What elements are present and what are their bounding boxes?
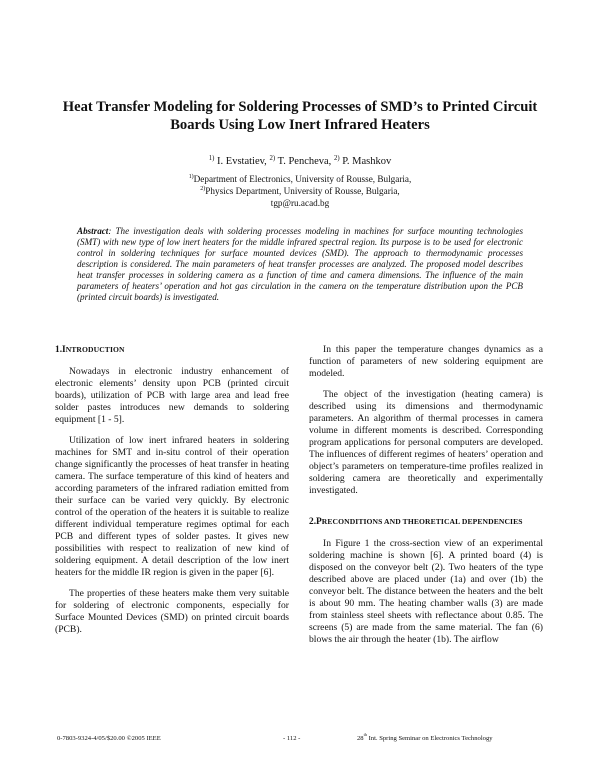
author-mark: 2) [333,155,340,162]
author-line [60,155,540,168]
author-name: T. Pencheva, [277,156,334,167]
author-name: P. Mashkov [342,156,392,167]
paragraph: Utilization of low inert infrared heaters in soldering machines for SMT and in-situ control of their operation change significantly the processes of heat transfer in heating camera. The surface temperature of this kind of heaters and according parameters of the infrared radiation emitted from their surface can be varied very quickly. By electronic control of the operation of the heaters it is suitable to realize different individual temperature regimes optimal for each PCB and different types of solder pastes. It gives new possibilities with respect to realization of new kind of soldering equipment. A detail description of the low inert heaters for the middle IR region is given in the paper [6]. [55,435,289,578]
abstract [77,226,523,303]
section-heading-preconditions: 2.PRECONDITIONS AND THEORETICAL DEPENDENCIES [309,517,523,527]
abstract-label: Abstract [77,226,109,236]
paragraph: Nowadays in electronic industry enhancement of electronic elements’ density upon PCB (printed circuit boards), utilization of PCB with large area and lead free solder pastes introduces new demands to soldering equipment [1 - 5]. [55,366,289,425]
paper-title: Heat Transfer Modeling for Soldering Processes of SMD’s to Printed Circuit Boards Using Low Inert Infrared Heaters [62,99,538,133]
affiliations [60,173,540,209]
author-mark: 2) [269,155,276,162]
right-column [309,344,543,655]
abstract-text: : The investigation deals with soldering processes modeling in machines for surface mounting technologies (SMT) with new type of low inert heaters for the middle infrared spectral region. Its purpose is to be used for electronic control in soldering techniques for surface mounted devices (SMD). The approach to thermodynamic processes description is considered. The main parameters of heat transfer processes are analyzed. The proposed model describes heat transfer processes in soldering camera as a function of time and camera dimensions. The influence of the main parameters of heaters’ operation and hot gas circulation in the camera on the temperature distribution upon the PCB (printed circuit boards) is investigated. [77,226,523,302]
paragraph: In Figure 1 the cross-section view of an experimental soldering machine is shown [6]. A printed board (4) is disposed on the conveyor belt (2). Two heaters of the type described above are placed under (1a) and over (1b) the conveyor belt. The distance between the heaters and the belt is about 90 mm. The heating chamber walls (3) are made from stainless steel sheets with reflectance about 0.85. The screens (5) are made from the same material. The fan (6) blows the air through the heater (1b). The airflow [309,538,543,645]
affiliation-line: $^{1)}$Department of Electronics, University of Rousse, Bulgaria, [188,174,412,184]
affiliation-line: $^{2)}$Physics Department, University of Rousse, Bulgaria, [200,186,400,196]
footer-conference: 28th Int. Spring Seminar on Electronics Technology [357,732,493,742]
section-heading-introduction: 1.INTRODUCTION [55,345,125,355]
page-number: - 112 - [283,735,301,742]
paragraph: The properties of these heaters make them very suitable for soldering of electronic components, especially for Surface Mounted Devices (SMD) on printed circuit boards (PCB). [55,588,289,635]
author-name: I. Evstatiev, [217,156,270,167]
paragraph: The object of the investigation (heating camera) is described using its dimensions and thermodynamic parameters. An algorithm of thermal processes in camera volume in different moments is described. Corresponding program applications for personal computers are developed. The influences of different regimes of heaters’ operation and object’s parameters on temperature-time profiles realized in soldering camera are theoretically and experimentally investigated. [309,389,543,496]
left-column [55,344,289,645]
footer-copyright: 0-7803-9324-4/05/$20.00 ©2005 IEEE [57,735,161,742]
email-address: tgp@ru.acad.bg [270,198,330,208]
author-mark: 1) [208,155,215,162]
paragraph: In this paper the temperature changes dynamics as a function of parameters of new soldering equipment are modeled. [309,344,543,379]
